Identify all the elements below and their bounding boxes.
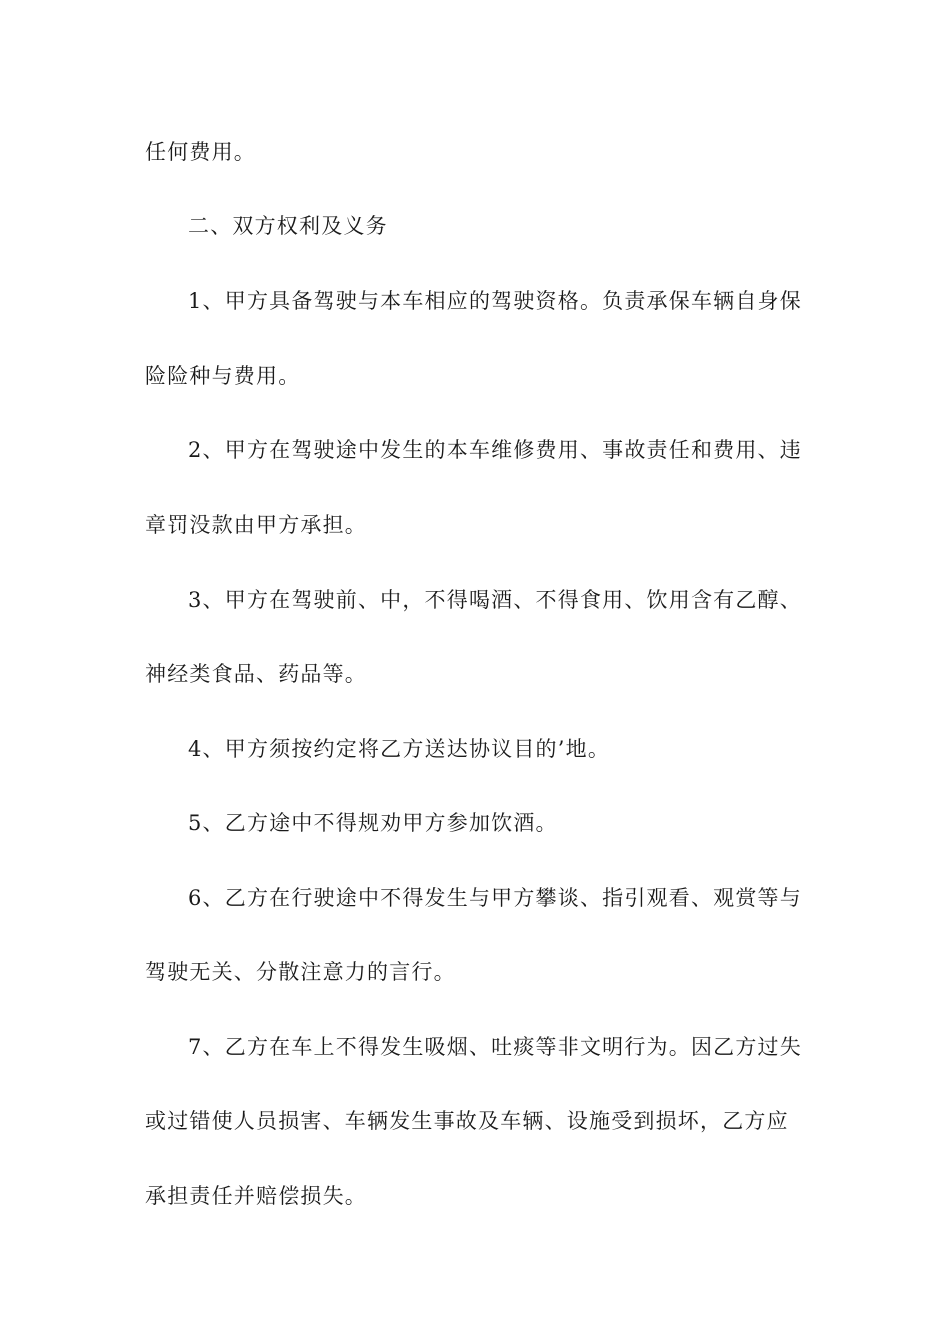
clause-1-line-2: 险险种与费用。 xyxy=(145,364,301,388)
section-heading: 二、双方权利及义务 xyxy=(188,214,388,238)
clause-6-line-2: 驾驶无关、分散注意力的言行。 xyxy=(145,960,456,984)
clause-3-line-1: 3、甲方在驾驶前、中，不得喝酒、不得食用、饮用含有乙醇、 xyxy=(188,588,802,612)
clause-2-line-2: 章罚没款由甲方承担。 xyxy=(145,513,367,537)
clause-4: 4、甲方须按约定将乙方送达协议目的’地。 xyxy=(188,737,611,761)
clause-6-line-1: 6、乙方在行驶途中不得发生与甲方攀谈、指引观看、观赏等与 xyxy=(188,886,802,910)
clause-7-line-2: 或过错使人员损害、车辆发生事故及车辆、设施受到损坏，乙方应 xyxy=(145,1109,789,1133)
clause-7-line-1: 7、乙方在车上不得发生吸烟、吐痰等非文明行为。因乙方过失 xyxy=(188,1035,802,1059)
clause-3-line-2: 神经类食品、药品等。 xyxy=(145,662,367,686)
clause-1-line-1: 1、甲方具备驾驶与本车相应的驾驶资格。负责承保车辆自身保 xyxy=(188,289,802,313)
clause-2-line-1: 2、甲方在驾驶途中发生的本车维修费用、事故责任和费用、违 xyxy=(188,438,802,462)
clause-5: 5、乙方途中不得规劝甲方参加饮酒。 xyxy=(188,811,558,835)
paragraph-line: 任何费用。 xyxy=(145,140,256,164)
clause-7-line-3: 承担责任并赔偿损失。 xyxy=(145,1184,367,1208)
